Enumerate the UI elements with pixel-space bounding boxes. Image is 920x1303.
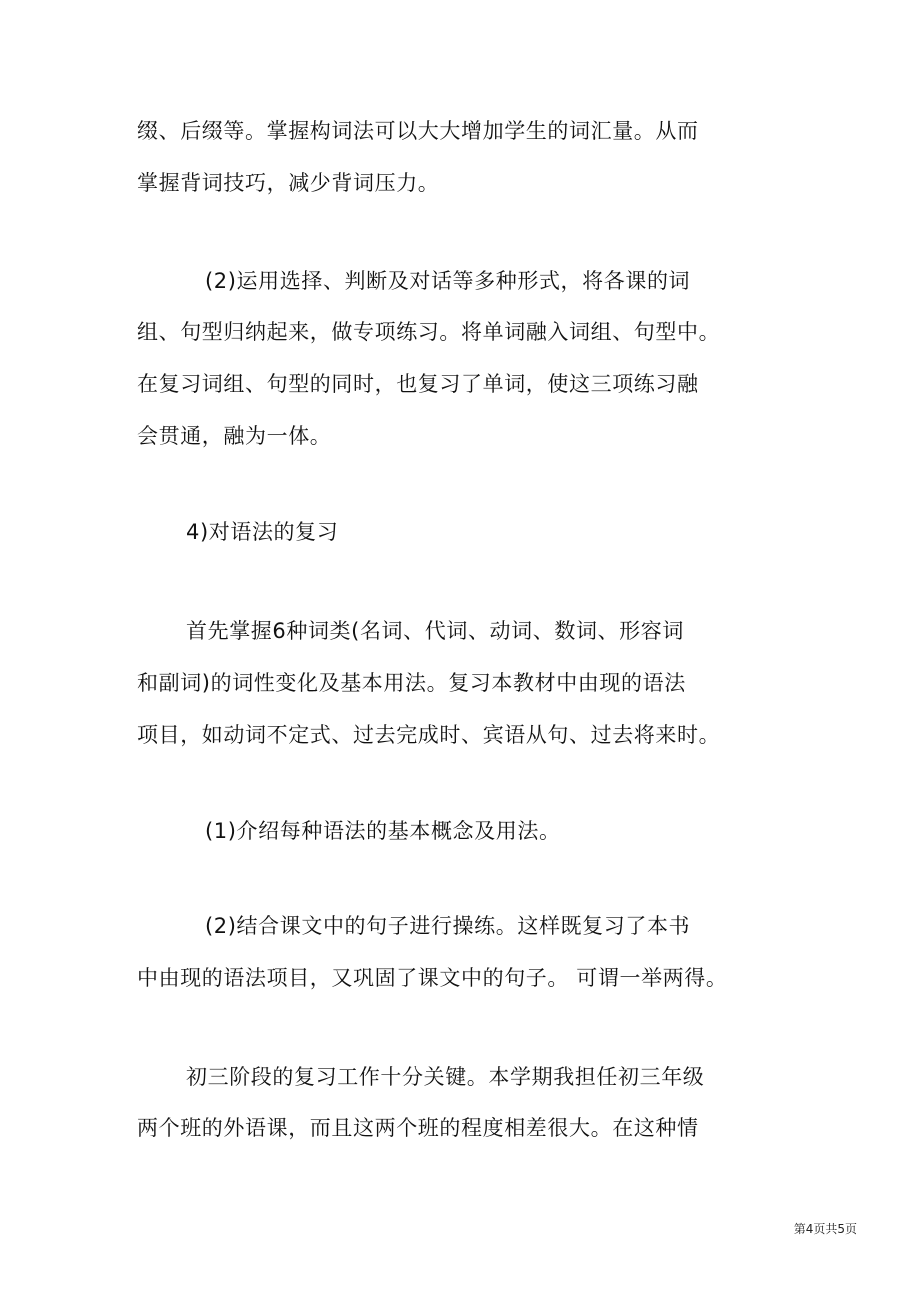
paragraph-line: 掌握背词技巧，减少背词压力。: [137, 171, 440, 195]
paragraph-line: 会贯通，融为一体。: [137, 424, 332, 448]
paragraph-line: 组、句型归纳起来，做专项练习。将单词融入词组、句型中。: [137, 320, 721, 344]
paragraph-line: 首先掌握6种词类(名词、代词、动词、数词、形容词: [186, 619, 684, 643]
paragraph-line: 中由现的语法项目，又巩固了课文中的句子。 可谓一举两得。: [137, 966, 728, 990]
paragraph-line: (1)介绍每种语法的基本概念及用法。: [205, 819, 561, 843]
paragraph-line: 初三阶段的复习工作十分关键。本学期我担任初三年级: [186, 1065, 705, 1089]
section-heading: 4)对语法的复习: [186, 520, 339, 544]
paragraph-line: (2)结合课文中的句子进行操练。这样既复习了本书: [205, 914, 691, 938]
paragraph-line: 缀、后缀等。掌握构词法可以大大增加学生的词汇量。从而: [137, 119, 699, 143]
paragraph-line: (2)运用选择、判断及对话等多种形式，将各课的词: [205, 269, 691, 293]
paragraph-line: 在复习词组、句型的同时，也复习了单词，使这三项练习融: [137, 372, 699, 396]
page-number: 第4页共5页: [793, 1222, 857, 1236]
paragraph-line: 项目，如动词不定式、过去完成时、宾语从句、过去将来时。: [137, 723, 721, 747]
paragraph-line: 两个班的外语课，而且这两个班的程度相差很大。在这种情: [137, 1116, 699, 1140]
paragraph-line: 和副词)的词性变化及基本用法。复习本教材中由现的语法: [137, 671, 686, 695]
